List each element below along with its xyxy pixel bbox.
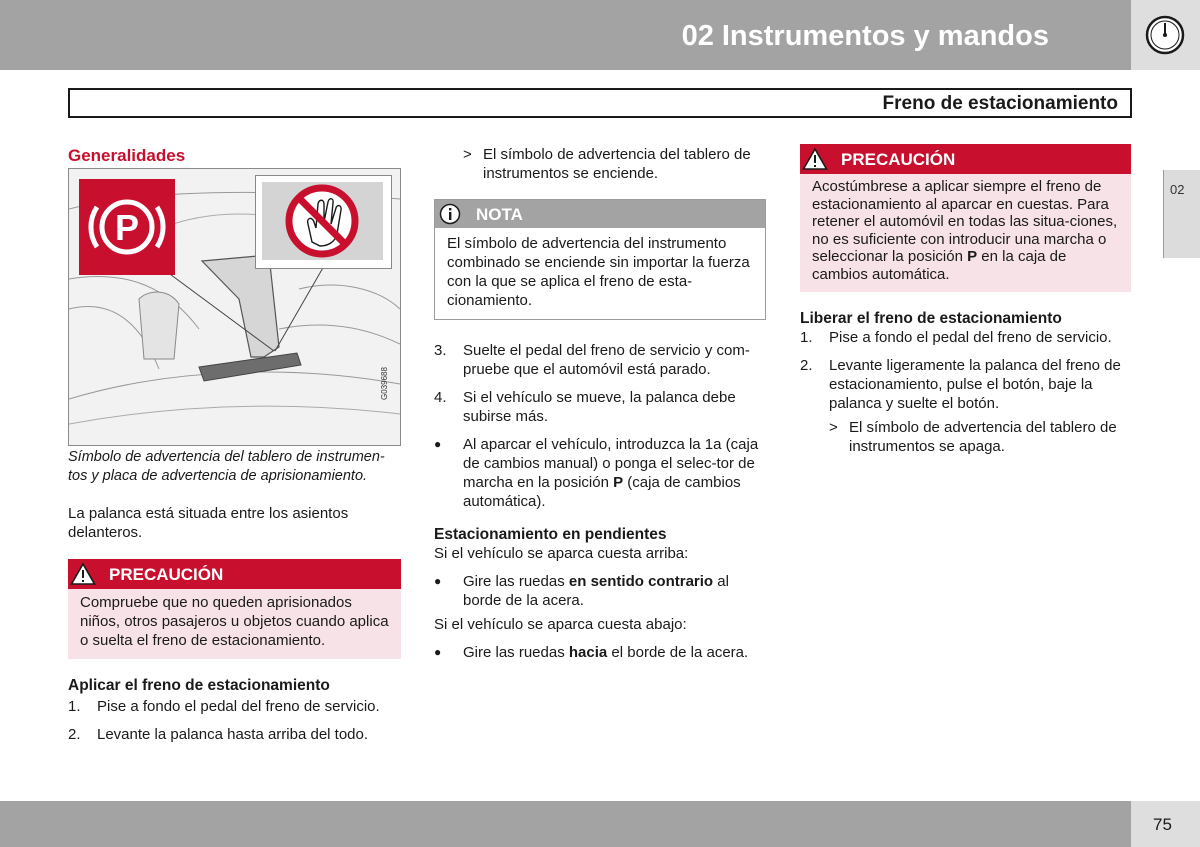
section-title: Freno de estacionamiento: [882, 93, 1118, 114]
chapter-side-tab-label: 02: [1170, 182, 1185, 197]
bullet-marker: ●: [434, 645, 442, 659]
column-1: [68, 146, 401, 165]
no-hand-icon: [262, 182, 383, 260]
uphill-text: Si el vehículo se aparca cuesta arriba:: [434, 545, 689, 562]
bullet-item: [434, 572, 768, 610]
step-number: 4.: [434, 389, 447, 406]
warning-triangle-icon: [68, 559, 97, 589]
figure-parking-brake: [68, 168, 401, 446]
step-number: 2.: [68, 726, 81, 743]
generalidades-heading: Generalidades: [68, 146, 186, 165]
result-item: [434, 145, 768, 183]
list-item: [434, 388, 768, 426]
slope-heading: Estacionamiento en pendientes: [434, 526, 667, 543]
note-text: El símbolo de advertencia del instrumento combinado se enciende sin importar la fuerza con la que se aplica el freno de esta-cionamiento.: [447, 235, 750, 309]
page-number: 75: [1153, 815, 1172, 834]
apply-heading: Aplicar el freno de estacionamiento: [68, 677, 330, 694]
figure-caption: Símbolo de advertencia del tablero de instrumen-tos y placa de advertencia de aprisionamiento.: [68, 449, 385, 484]
bullet-marker: ●: [434, 437, 442, 451]
list-item: [800, 356, 1131, 413]
note-header: [435, 200, 765, 228]
list-item: [800, 328, 1131, 347]
step-number: 2.: [800, 357, 813, 374]
section-title-bar: [68, 88, 1132, 118]
warning-triangle-icon: [800, 144, 829, 174]
column-3: [800, 144, 1131, 456]
downhill-text: Si el vehículo se aparca cuesta abajo:: [434, 616, 687, 633]
caution-box-1: [68, 559, 401, 659]
step-text: Levante la palanca hasta arriba del todo.: [97, 726, 369, 743]
column-2: [434, 145, 768, 662]
bullet-text: Gire las ruedas hacia el borde de la acera.: [463, 644, 749, 661]
caution-label: PRECAUCIÓN: [109, 564, 224, 584]
caution-box-2: [800, 144, 1131, 292]
caution-header: [800, 144, 1131, 174]
chapter-header-bar: [0, 0, 1131, 70]
gauge-icon: [1144, 14, 1186, 61]
svg-text:P: P: [114, 207, 140, 248]
column-1-body: [68, 448, 403, 744]
note-box: [434, 199, 766, 320]
bullet-text: Al aparcar el vehículo, introduzca la 1a (caja de cambios manual) o ponga el selec-tor de marcha en la posición P (caja de cambios automática).: [463, 436, 759, 510]
chapter-title: 02 Instrumentos y mandos: [681, 20, 1049, 52]
intro-paragraph: La palanca está situada entre los asientos delanteros.: [68, 505, 349, 541]
caution-header: [68, 559, 401, 589]
result-text: El símbolo de advertencia del tablero de instrumentos se enciende.: [483, 146, 751, 182]
release-heading: Liberar el freno de estacionamiento: [800, 310, 1062, 327]
step-number: 3.: [434, 342, 447, 359]
footer-bar: [0, 801, 1131, 847]
list-item: [68, 725, 403, 744]
step-text: Levante ligeramente la palanca del freno de estacionamiento, pulse el botón, baje la palanca y suelte el botón.: [829, 357, 1121, 412]
bullet-text: Gire las ruedas en sentido contrario al borde de la acera.: [463, 573, 729, 609]
parking-brake-warning-icon: [79, 179, 175, 275]
step-number: 1.: [68, 698, 81, 715]
caution-text: Acostúmbrese a aplicar siempre el freno de estacionamiento al aparcar en cuestas. Para retener el automóvil en todas las situa-ciones, no es suficiente con introducir una marcha o seleccionar la posición P en la caja de cambios automática.: [812, 178, 1118, 283]
note-label: NOTA: [476, 204, 523, 224]
figure-code: G039688: [380, 367, 389, 400]
result-marker: >: [829, 419, 838, 436]
list-item: [68, 697, 403, 716]
result-marker: >: [463, 146, 472, 163]
warning-plate: [255, 175, 392, 269]
step-text: Pise a fondo el pedal del freno de servicio.: [97, 698, 380, 715]
info-icon: [435, 200, 464, 228]
bullet-marker: ●: [434, 574, 442, 588]
step-text: Suelte el pedal del freno de servicio y com-pruebe que el automóvil está parado.: [463, 342, 750, 378]
bullet-item: [434, 435, 768, 511]
result-text: El símbolo de advertencia del tablero de instrumentos se apaga.: [849, 419, 1117, 455]
step-text: Pise a fondo el pedal del freno de servicio.: [829, 329, 1112, 346]
caution-text: Compruebe que no queden aprisionados niños, otros pasajeros u objetos cuando aplica o suelta el freno de estacionamiento.: [80, 594, 389, 649]
step-number: 1.: [800, 329, 813, 346]
result-item: [800, 418, 1131, 456]
bullet-item: [434, 643, 768, 662]
list-item: [434, 341, 768, 379]
step-text: Si el vehículo se mueve, la palanca debe subirse más.: [463, 389, 736, 425]
chapter-icon-box: [1131, 0, 1200, 70]
caution-label: PRECAUCIÓN: [841, 149, 956, 169]
